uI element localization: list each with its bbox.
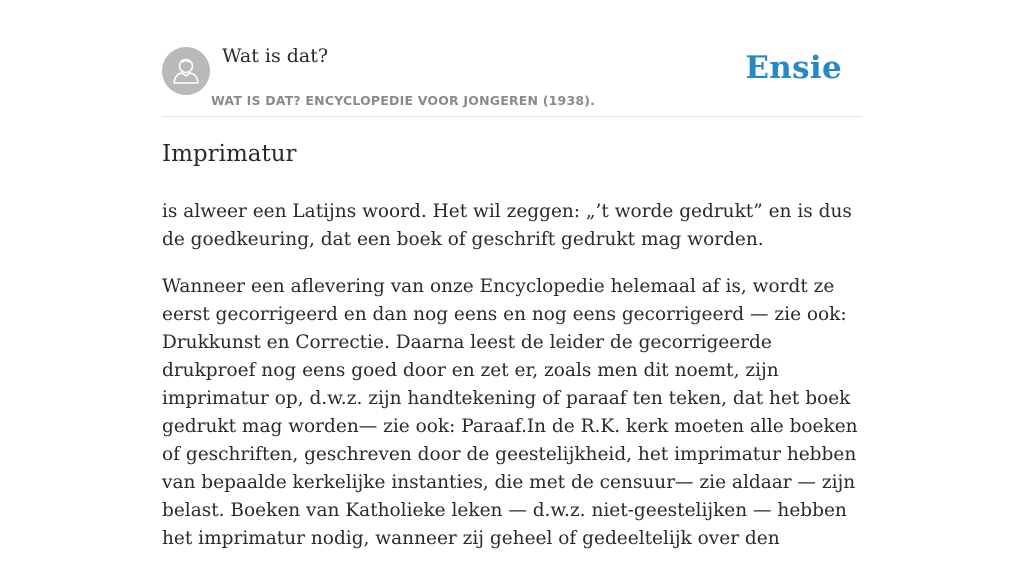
entry-title: Imprimatur — [162, 141, 297, 167]
source-subtitle: WAT IS DAT? ENCYCLOPEDIE VOOR JONGEREN (1938). — [211, 93, 596, 108]
user-avatar-icon[interactable] — [162, 47, 210, 95]
entry-paragraph: Wanneer een aflevering van onze Encyclopedie helemaal af is, wordt ze eerst gecorrigeerd en dan nog eens en nog eens gecorrigeerd — zie ook: Drukkunst en Correctie. Daarna leest de leider de gecorrigeerde drukproef nog eens goed door en zet er, zoals men dit noemt, zijn imprimatur op, d.w.z. zijn handtekening of paraaf ten teken, dat het boek gedrukt mag worden— zie ook: Paraaf.In de R.K. kerk moeten alle boeken of geschriften, geschreven door de geestelijkheid, het imprimatur hebben van bepaalde kerkelijke instanties, die met de censuur— zie aldaar — zijn belast. Boeken van Katholieke leken — d.w.z. niet-geestelijken — hebben het imprimatur nodig, wanneer zij geheel of gedeeltelijk over den — [162, 276, 858, 549]
entry-content — [162, 136, 862, 572]
brand-logo[interactable]: Ensie — [745, 50, 842, 86]
source-header — [162, 0, 862, 117]
entry-paragraph: is alweer een Latijns woord. Het wil zeggen: „’t worde gedrukt” en is dus de goedkeuring, dat een boek of geschrift gedrukt mag worden. — [162, 201, 852, 250]
source-title[interactable]: Wat is dat? — [222, 45, 329, 67]
